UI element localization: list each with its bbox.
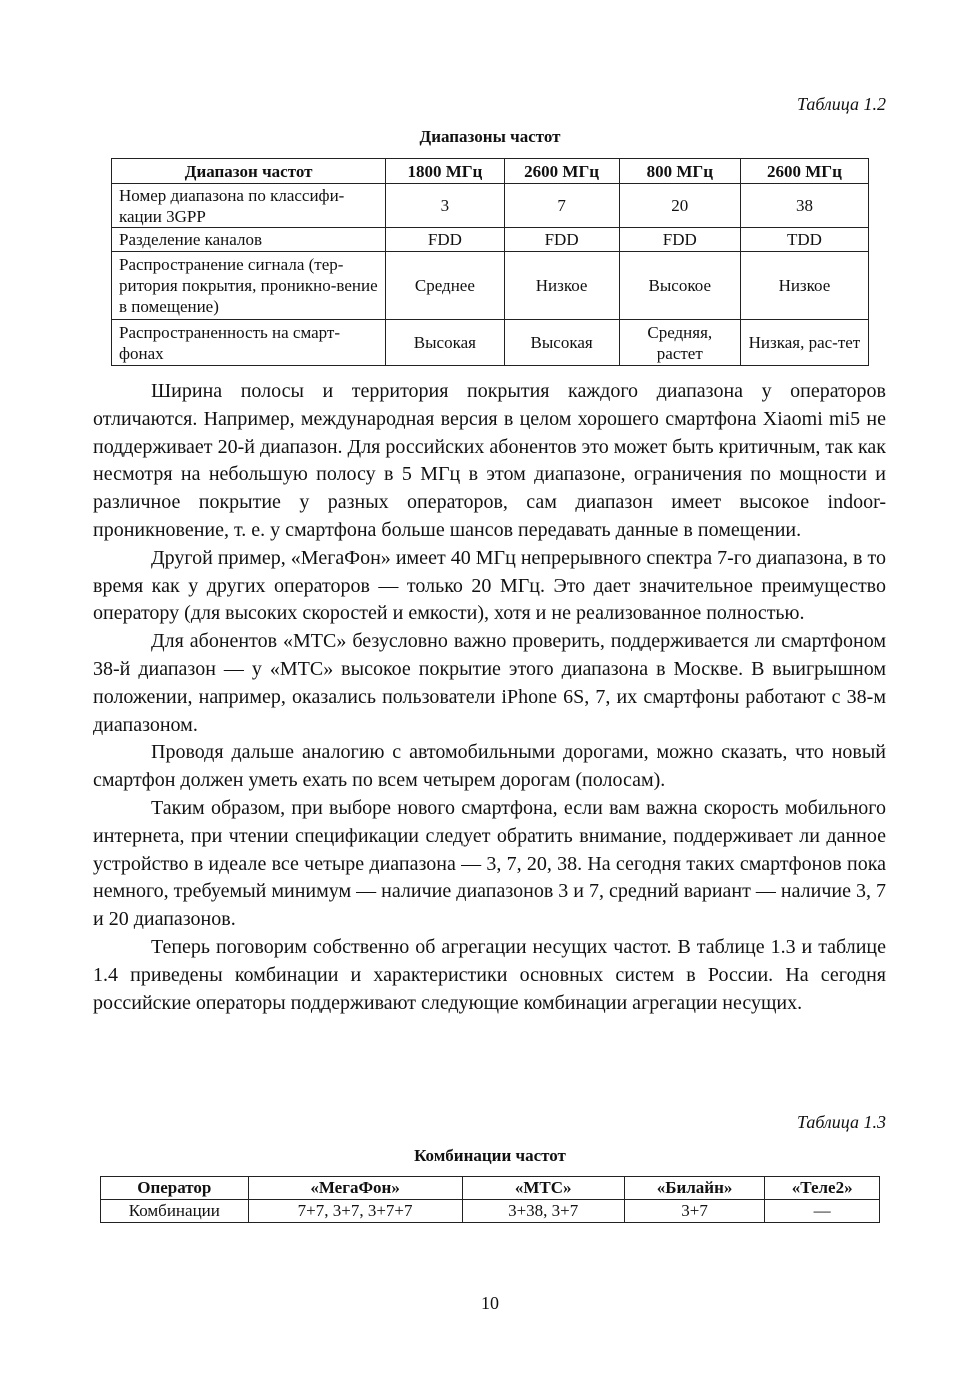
page-number: 10 <box>481 1293 499 1313</box>
header-cell: 1800 МГц <box>386 159 504 184</box>
header-cell: Оператор <box>101 1177 249 1200</box>
paragraph: Для абонентов «МТС» безусловно важно проверить, поддерживается ли смартфоном 38-й диапазон — у «МТС» высокое покрытие этого диапазона в Москве. В выигрышном положении, например, оказались пользователи iPhone 6S, 7, их смартфоны работают с 38-м диапазоном. <box>93 630 886 736</box>
table-cell: TDD <box>740 228 868 252</box>
table-cell: 20 <box>619 184 740 228</box>
frequency-ranges-table <box>111 158 869 366</box>
header-cell: 800 МГц <box>619 159 740 184</box>
table-1-3-title: Комбинации частот <box>414 1146 566 1165</box>
row-label-cell: Распространенность на смарт-фонах <box>112 320 386 366</box>
body-text <box>93 378 886 1017</box>
header-cell: «МТС» <box>462 1177 624 1200</box>
table-cell: Низкая, рас-тет <box>740 320 868 366</box>
header-cell: «Теле2» <box>765 1177 880 1200</box>
table-cell: 3 <box>386 184 504 228</box>
table-cell: FDD <box>619 228 740 252</box>
table-cell: Низкое <box>504 252 619 320</box>
paragraph: Теперь поговорим собственно об агрегации несущих частот. В таблице 1.3 и таблице 1.4 приведены комбинации и характеристики основных систем в России. На сегодня российские операторы поддерживают следующие комбинации агрегации несущих. <box>93 935 886 1014</box>
header-cell: 2600 МГц <box>740 159 868 184</box>
table-cell: FDD <box>386 228 504 252</box>
row-label-cell: Номер диапазона по классифи-кации 3GPP <box>112 184 386 228</box>
table-cell: 38 <box>740 184 868 228</box>
header-cell: Диапазон частот <box>112 159 386 184</box>
paragraph: Таким образом, при выборе нового смартфона, если вам важна скорость мобильного интернета, при чтении спецификации следует обратить внимание, поддерживает ли данное устройство в идеале все четыре диапазона — 3, 7, 20, 38. На сегодня таких смартфонов пока немного, требуемый минимум — наличие диапазонов 3 и 7, средний вариант — наличие 3, 7 и 20 диапазонов. <box>93 796 886 931</box>
table-cell: 3+7 <box>624 1200 765 1223</box>
table-cell: Среднее <box>386 252 504 320</box>
table-row <box>112 320 869 366</box>
table-row <box>101 1200 880 1223</box>
table-cell: 7 <box>504 184 619 228</box>
paragraph: Ширина полосы и территория покрытия каждого диапазона у операторов отличаются. Например, международная версия в целом хорошего смартфона Xiaomi mi5 не поддерживает 20-й диапазон. Для российских абонентов это может быть критичным, так как несмотря на небольшую полосу в 5 МГц в этом диапазоне, ограничения по мощности и различное покрытие у разных операторов, сам диапазон имеет высокое indoor-проникновение, т. е. у смартфона больше шансов передавать данные в помещении. <box>93 380 886 541</box>
row-label-cell: Разделение каналов <box>112 228 386 252</box>
header-cell: «Билайн» <box>624 1177 765 1200</box>
table-row <box>112 228 869 252</box>
table-row <box>112 252 869 320</box>
paragraph: Другой пример, «МегаФон» имеет 40 МГц непрерывного спектра 7-го диапазона, в то время как у других операторов — только 20 МГц. Это дает значительное преимущество оператору (для высоких скоростей и емкости), хотя и не реализованное полностью. <box>93 546 886 625</box>
table-cell: Высокое <box>619 252 740 320</box>
table-1-2-label: Таблица 1.2 <box>796 94 886 114</box>
header-cell: 2600 МГц <box>504 159 619 184</box>
table-header-row <box>101 1177 880 1200</box>
table-1-3-label: Таблица 1.3 <box>796 1112 886 1132</box>
table-cell: 3+38, 3+7 <box>462 1200 624 1223</box>
row-label-cell: Комбинации <box>101 1200 249 1223</box>
table-1-2-title: Диапазоны частот <box>419 127 561 146</box>
table-cell: FDD <box>504 228 619 252</box>
table-header-row <box>112 159 869 184</box>
header-cell: «МегаФон» <box>248 1177 462 1200</box>
table-cell: Высокая <box>386 320 504 366</box>
table-row <box>112 184 869 228</box>
frequency-combinations-table <box>100 1176 880 1223</box>
table-cell: Низкое <box>740 252 868 320</box>
table-cell: — <box>765 1200 880 1223</box>
table-cell: Высокая <box>504 320 619 366</box>
table-cell: Средняя, растет <box>619 320 740 366</box>
paragraph: Проводя дальше аналогию с автомобильными дорогами, можно сказать, что новый смартфон должен уметь ехать по всем четырем дорогам (полосам). <box>93 741 886 792</box>
table-cell: 7+7, 3+7, 3+7+7 <box>248 1200 462 1223</box>
row-label-cell: Распространение сигнала (тер-ритория покрытия, проникно-вение в помещение) <box>112 252 386 320</box>
